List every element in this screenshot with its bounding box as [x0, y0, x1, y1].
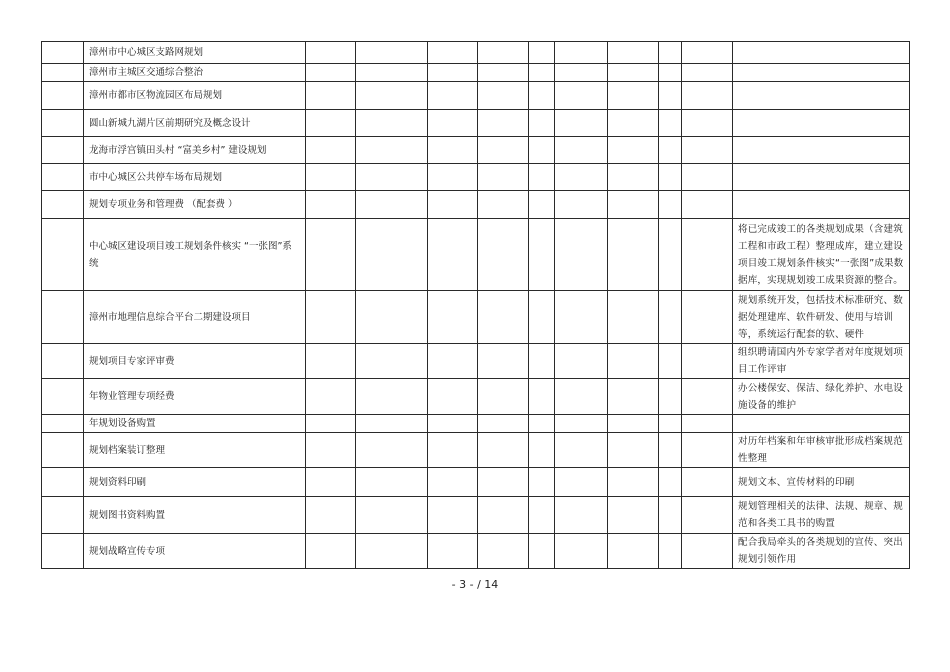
empty-cell — [356, 468, 428, 497]
table-row — [42, 191, 910, 219]
empty-cell — [428, 191, 478, 219]
empty-cell — [356, 344, 428, 379]
empty-cell — [682, 415, 733, 433]
empty-cell — [682, 497, 733, 534]
empty-cell — [682, 64, 733, 82]
empty-cell — [529, 42, 555, 64]
empty-cell — [306, 64, 356, 82]
remark-cell: 规划文本、宣传材料的印刷 — [733, 468, 910, 497]
project-name-cell: 漳州市都市区物流园区布局规划 — [84, 82, 306, 110]
empty-cell — [682, 42, 733, 64]
empty-cell — [682, 379, 733, 415]
table-row — [42, 468, 910, 497]
table-row — [42, 64, 910, 82]
project-name-cell: 龙海市浮宫镇田头村 “富美乡村” 建设规划 — [84, 137, 306, 164]
empty-cell — [608, 291, 659, 344]
empty-cell — [42, 42, 84, 64]
empty-cell — [659, 191, 682, 219]
empty-cell — [356, 433, 428, 468]
project-name-cell: 规划资料印刷 — [84, 468, 306, 497]
table-row — [42, 534, 910, 569]
remark-cell — [733, 82, 910, 110]
empty-cell — [529, 82, 555, 110]
empty-cell — [42, 497, 84, 534]
empty-cell — [478, 137, 529, 164]
remark-cell: 将已完成竣工的各类规划成果（含建筑工程和市政工程）整理成库，建立建设项目竣工规划条件核实“一张图”成果数据库，实现规划竣工成果资源的整合。 — [733, 219, 910, 291]
empty-cell — [555, 110, 608, 137]
empty-cell — [682, 433, 733, 468]
empty-cell — [478, 82, 529, 110]
remark-cell — [733, 415, 910, 433]
empty-cell — [356, 415, 428, 433]
empty-cell — [608, 497, 659, 534]
project-name-cell: 规划专项业务和管理费 （配套费 ） — [84, 191, 306, 219]
empty-cell — [356, 191, 428, 219]
empty-cell — [42, 433, 84, 468]
page-number: - 3 - / 14 — [451, 578, 499, 591]
empty-cell — [356, 64, 428, 82]
empty-cell — [608, 64, 659, 82]
empty-cell — [306, 110, 356, 137]
empty-cell — [555, 191, 608, 219]
remark-cell: 规划系统开发，包括技术标准研究、数据处理建库、软件研发、使用与培训等，系统运行配套的软、硬件 — [733, 291, 910, 344]
empty-cell — [555, 433, 608, 468]
empty-cell — [659, 219, 682, 291]
empty-cell — [529, 164, 555, 191]
empty-cell — [608, 433, 659, 468]
empty-cell — [478, 415, 529, 433]
empty-cell — [529, 137, 555, 164]
empty-cell — [608, 42, 659, 64]
empty-cell — [555, 415, 608, 433]
empty-cell — [478, 64, 529, 82]
empty-cell — [428, 534, 478, 569]
empty-cell — [608, 415, 659, 433]
empty-cell — [306, 219, 356, 291]
empty-cell — [306, 497, 356, 534]
empty-cell — [356, 42, 428, 64]
empty-cell — [682, 291, 733, 344]
project-name-cell: 规划项目专家评审费 — [84, 344, 306, 379]
empty-cell — [478, 164, 529, 191]
remark-cell: 规划管理相关的法律、法规、规章、规范和各类工具书的购置 — [733, 497, 910, 534]
empty-cell — [529, 219, 555, 291]
remark-cell — [733, 191, 910, 219]
empty-cell — [428, 433, 478, 468]
remark-cell: 组织聘请国内外专家学者对年度规划项目工作评审 — [733, 344, 910, 379]
project-name-cell: 漳州市地理信息综合平台二期建设项目 — [84, 291, 306, 344]
project-name-cell: 年物业管理专项经费 — [84, 379, 306, 415]
empty-cell — [555, 82, 608, 110]
empty-cell — [478, 191, 529, 219]
empty-cell — [529, 497, 555, 534]
table-row — [42, 137, 910, 164]
empty-cell — [608, 191, 659, 219]
empty-cell — [555, 291, 608, 344]
empty-cell — [659, 291, 682, 344]
empty-cell — [42, 415, 84, 433]
empty-cell — [682, 468, 733, 497]
empty-cell — [478, 110, 529, 137]
empty-cell — [428, 344, 478, 379]
empty-cell — [529, 433, 555, 468]
empty-cell — [356, 497, 428, 534]
empty-cell — [682, 137, 733, 164]
empty-cell — [682, 344, 733, 379]
table-row — [42, 291, 910, 344]
empty-cell — [428, 468, 478, 497]
empty-cell — [659, 468, 682, 497]
empty-cell — [306, 344, 356, 379]
project-name-cell: 年规划设备购置 — [84, 415, 306, 433]
empty-cell — [555, 344, 608, 379]
remark-cell: 办公楼保安、保洁、绿化养护、水电设施设备的维护 — [733, 379, 910, 415]
empty-cell — [608, 82, 659, 110]
empty-cell — [608, 137, 659, 164]
empty-cell — [478, 379, 529, 415]
empty-cell — [42, 291, 84, 344]
empty-cell — [42, 534, 84, 569]
empty-cell — [356, 291, 428, 344]
empty-cell — [428, 291, 478, 344]
empty-cell — [478, 433, 529, 468]
empty-cell — [555, 497, 608, 534]
empty-cell — [478, 219, 529, 291]
table-row — [42, 110, 910, 137]
empty-cell — [306, 42, 356, 64]
remark-cell — [733, 164, 910, 191]
empty-cell — [428, 64, 478, 82]
empty-cell — [306, 433, 356, 468]
empty-cell — [428, 110, 478, 137]
empty-cell — [608, 164, 659, 191]
empty-cell — [42, 468, 84, 497]
empty-cell — [659, 433, 682, 468]
empty-cell — [608, 344, 659, 379]
empty-cell — [682, 110, 733, 137]
empty-cell — [682, 164, 733, 191]
empty-cell — [659, 110, 682, 137]
empty-cell — [529, 64, 555, 82]
table-row — [42, 164, 910, 191]
remark-cell — [733, 64, 910, 82]
project-name-cell: 市中心城区公共停车场布局规划 — [84, 164, 306, 191]
empty-cell — [478, 42, 529, 64]
remark-cell: 配合我局牵头的各类规划的宣传、突出规划引领作用 — [733, 534, 910, 569]
empty-cell — [529, 468, 555, 497]
empty-cell — [478, 291, 529, 344]
empty-cell — [659, 82, 682, 110]
empty-cell — [306, 137, 356, 164]
table-row — [42, 415, 910, 433]
empty-cell — [42, 137, 84, 164]
empty-cell — [42, 82, 84, 110]
empty-cell — [682, 191, 733, 219]
empty-cell — [42, 164, 84, 191]
empty-cell — [478, 468, 529, 497]
empty-cell — [682, 82, 733, 110]
project-name-cell: 圆山新城九湖片区前期研究及概念设计 — [84, 110, 306, 137]
empty-cell — [529, 110, 555, 137]
empty-cell — [428, 497, 478, 534]
empty-cell — [659, 164, 682, 191]
empty-cell — [306, 415, 356, 433]
table-row — [42, 42, 910, 64]
empty-cell — [555, 534, 608, 569]
empty-cell — [306, 82, 356, 110]
project-name-cell: 规划战略宣传专项 — [84, 534, 306, 569]
project-name-cell: 规划图书资料购置 — [84, 497, 306, 534]
project-budget-table — [41, 41, 910, 569]
empty-cell — [555, 164, 608, 191]
empty-cell — [682, 534, 733, 569]
empty-cell — [555, 379, 608, 415]
empty-cell — [42, 191, 84, 219]
empty-cell — [529, 191, 555, 219]
table-row — [42, 219, 910, 291]
empty-cell — [478, 497, 529, 534]
empty-cell — [356, 219, 428, 291]
remark-cell — [733, 137, 910, 164]
empty-cell — [608, 468, 659, 497]
empty-cell — [608, 219, 659, 291]
empty-cell — [428, 415, 478, 433]
empty-cell — [428, 219, 478, 291]
empty-cell — [659, 42, 682, 64]
empty-cell — [682, 219, 733, 291]
empty-cell — [555, 468, 608, 497]
empty-cell — [428, 379, 478, 415]
table-row — [42, 497, 910, 534]
empty-cell — [659, 137, 682, 164]
empty-cell — [42, 64, 84, 82]
empty-cell — [659, 534, 682, 569]
empty-cell — [356, 534, 428, 569]
empty-cell — [608, 534, 659, 569]
empty-cell — [659, 344, 682, 379]
empty-cell — [529, 534, 555, 569]
empty-cell — [306, 291, 356, 344]
empty-cell — [555, 42, 608, 64]
project-name-cell: 漳州市中心城区支路网规划 — [84, 42, 306, 64]
empty-cell — [42, 379, 84, 415]
empty-cell — [659, 415, 682, 433]
empty-cell — [608, 379, 659, 415]
empty-cell — [306, 191, 356, 219]
remark-cell — [733, 110, 910, 137]
project-name-cell: 中心城区建设项目竣工规划条件核实 “一张图”系统 — [84, 219, 306, 291]
empty-cell — [306, 379, 356, 415]
empty-cell — [555, 137, 608, 164]
empty-cell — [555, 64, 608, 82]
empty-cell — [608, 110, 659, 137]
empty-cell — [428, 42, 478, 64]
empty-cell — [356, 164, 428, 191]
empty-cell — [356, 379, 428, 415]
table-body — [42, 42, 910, 569]
empty-cell — [428, 82, 478, 110]
empty-cell — [428, 137, 478, 164]
empty-cell — [42, 219, 84, 291]
table-row — [42, 344, 910, 379]
table-row — [42, 433, 910, 468]
empty-cell — [529, 344, 555, 379]
empty-cell — [529, 291, 555, 344]
empty-cell — [478, 344, 529, 379]
empty-cell — [306, 468, 356, 497]
empty-cell — [659, 64, 682, 82]
table-row — [42, 379, 910, 415]
empty-cell — [356, 82, 428, 110]
empty-cell — [306, 534, 356, 569]
empty-cell — [555, 219, 608, 291]
empty-cell — [306, 164, 356, 191]
remark-cell: 对历年档案和年审核审批形成档案规范性整理 — [733, 433, 910, 468]
empty-cell — [529, 415, 555, 433]
remark-cell — [733, 42, 910, 64]
empty-cell — [529, 379, 555, 415]
empty-cell — [356, 110, 428, 137]
table-row — [42, 82, 910, 110]
empty-cell — [659, 497, 682, 534]
empty-cell — [478, 534, 529, 569]
empty-cell — [356, 137, 428, 164]
empty-cell — [42, 344, 84, 379]
empty-cell — [42, 110, 84, 137]
empty-cell — [659, 379, 682, 415]
empty-cell — [428, 164, 478, 191]
project-name-cell: 漳州市主城区交通综合整治 — [84, 64, 306, 82]
project-name-cell: 规划档案装订整理 — [84, 433, 306, 468]
